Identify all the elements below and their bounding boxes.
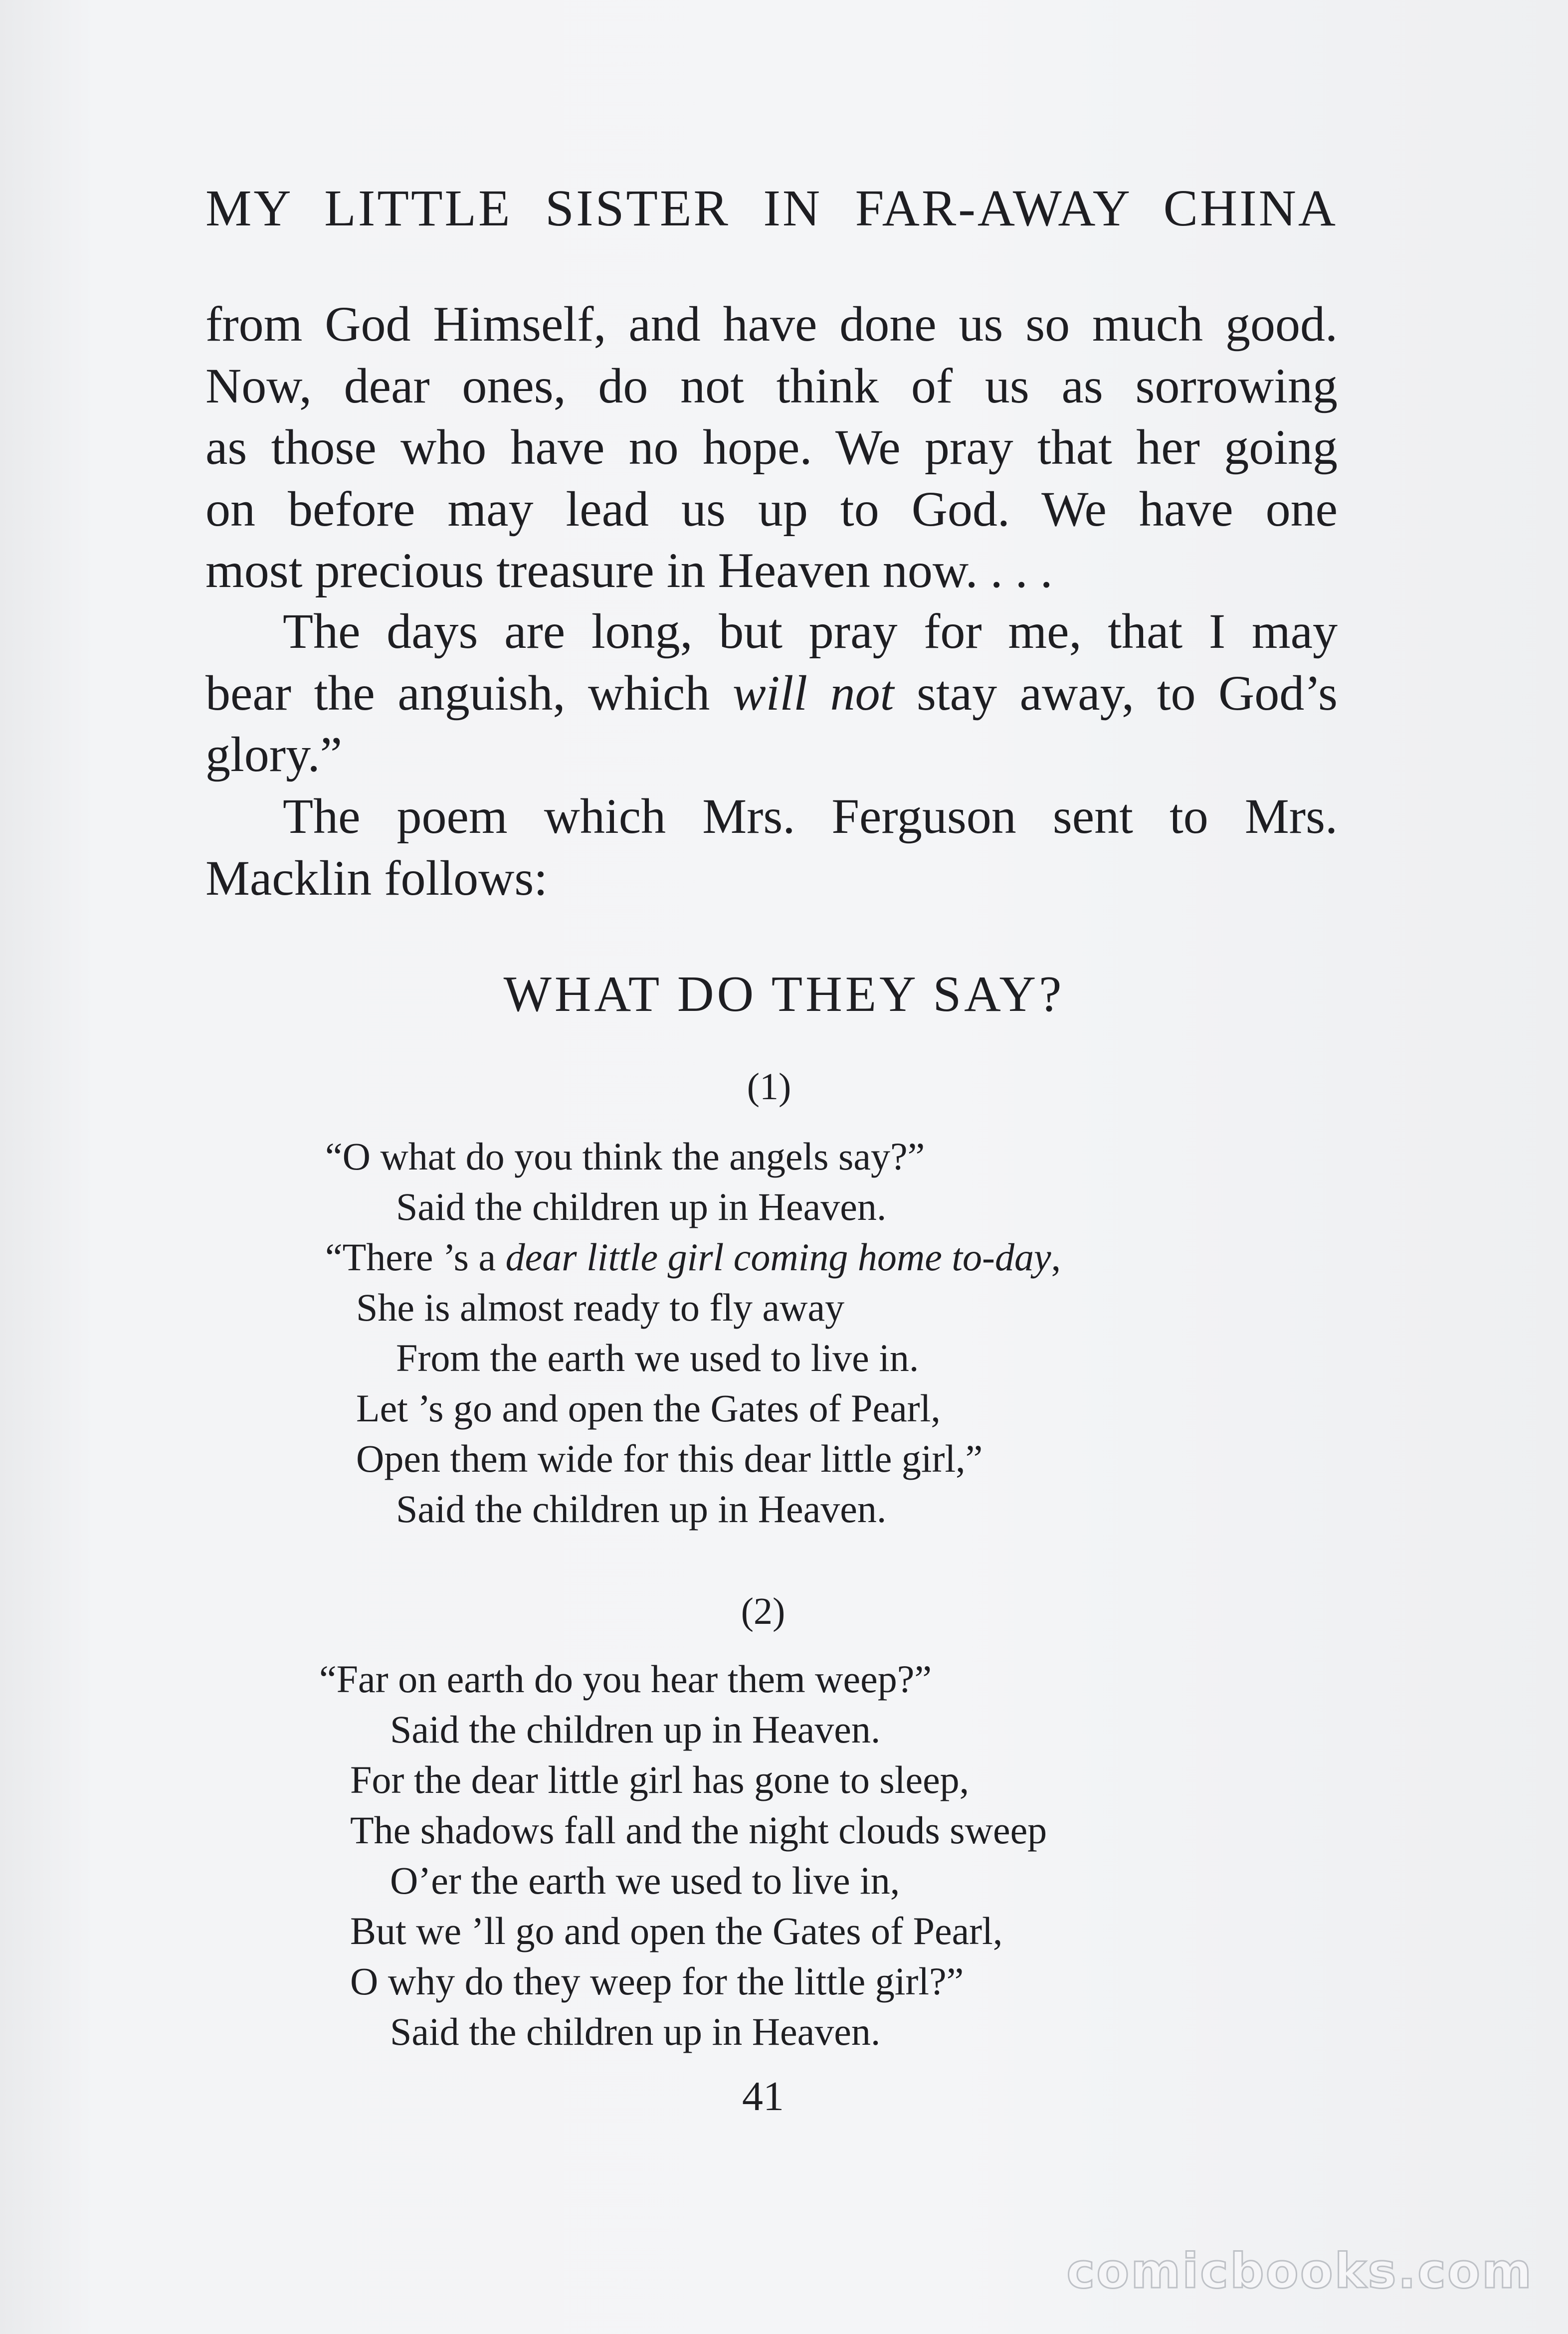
poem-line: Said the children up in Heaven. xyxy=(390,2010,881,2053)
text-line: from God Himself, and have done us so much good. xyxy=(205,296,1338,352)
text-line: most precious treasure in Heaven now. . . . xyxy=(205,543,1053,598)
italic-emphasis: dear little girl coming home to-day xyxy=(505,1235,1051,1279)
text-fragment: “There ’s a xyxy=(325,1235,506,1279)
poem-line: She is almost ready to fly away xyxy=(356,1286,845,1329)
poem-line: “O what do you think the angels say?” xyxy=(325,1135,925,1178)
poem-line: Said the children up in Heaven. xyxy=(390,1708,881,1751)
poem-line: For the dear little girl has gone to sleep, xyxy=(350,1758,970,1801)
poem-line: “Far on earth do you hear them weep?” xyxy=(319,1657,932,1701)
poem-line: The shadows fall and the night clouds sweep xyxy=(350,1808,1047,1852)
paragraph-letter-continuation xyxy=(205,293,1338,601)
page-number: 41 xyxy=(742,2073,784,2120)
running-head: MY LITTLE SISTER IN FAR-AWAY CHINA xyxy=(205,180,1338,237)
poem-line: O’er the earth we used to live in, xyxy=(390,1859,900,1902)
poem-title: WHAT DO THEY SAY? xyxy=(503,966,1065,1022)
poem-line xyxy=(325,1232,1061,1282)
poem-line: Said the children up in Heaven. xyxy=(396,1487,887,1531)
watermark-logo: comicbooks.com xyxy=(1066,2243,1533,2299)
text-line: glory.” xyxy=(205,727,342,782)
paragraph-pray-for-me xyxy=(205,600,1338,785)
stanza-number: (2) xyxy=(741,1590,785,1632)
text-fragment: stay away, to God’s xyxy=(894,665,1338,721)
text-line: Macklin follows: xyxy=(205,850,548,906)
text-fragment: bear the anguish, which xyxy=(205,665,733,721)
poem-line: Let ’s go and open the Gates of Pearl, xyxy=(356,1386,941,1430)
text-line: on before may lead us up to God. We have one xyxy=(205,481,1338,537)
poem-line: Open them wide for this dear little girl,” xyxy=(356,1437,983,1480)
text-fragment: , xyxy=(1051,1235,1061,1279)
text-line: Now, dear ones, do not think of us as sorrowing xyxy=(205,358,1338,413)
poem-line: But we ’ll go and open the Gates of Pearl, xyxy=(350,1909,1003,1952)
paragraph-poem-intro xyxy=(205,785,1338,909)
poem-stanza-2 xyxy=(319,1654,1047,2057)
text-line: The days are long, but pray for me, that I may xyxy=(283,603,1338,659)
poem-line: O why do they weep for the little girl?” xyxy=(350,1959,964,2003)
text-line: The poem which Mrs. Ferguson sent to Mrs. xyxy=(283,788,1338,844)
stanza-number: (1) xyxy=(747,1066,791,1108)
poem-line: From the earth we used to live in. xyxy=(396,1336,919,1379)
text-line: as those who have no hope. We pray that her going xyxy=(205,419,1338,475)
italic-emphasis: will not xyxy=(733,665,894,721)
poem-line: Said the children up in Heaven. xyxy=(396,1185,887,1228)
poem-stanza-1 xyxy=(325,1131,1061,1534)
text-line xyxy=(205,662,1338,724)
